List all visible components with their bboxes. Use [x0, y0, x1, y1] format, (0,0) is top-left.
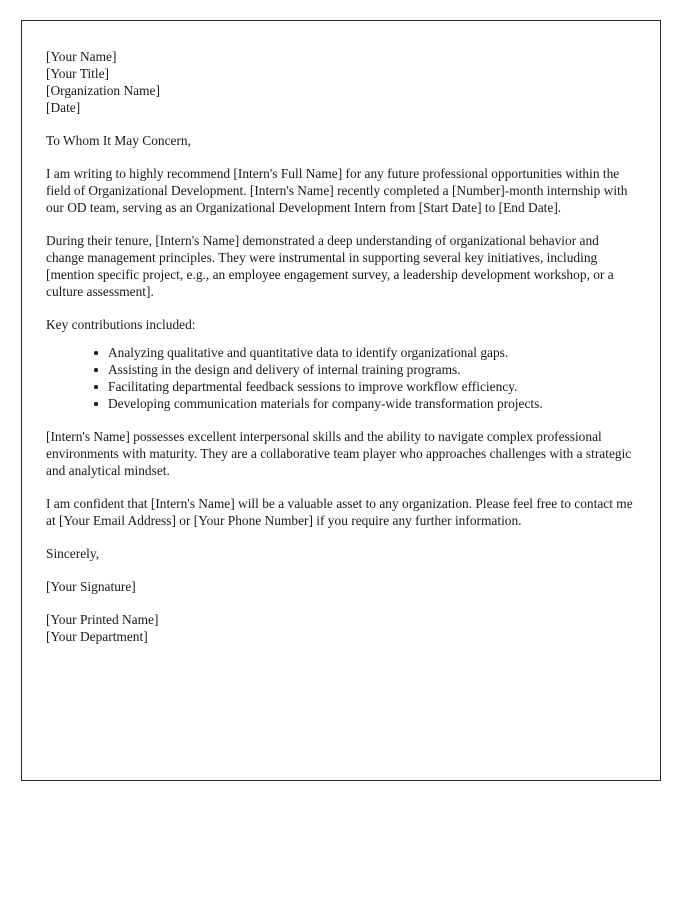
closing-line: Sincerely, — [46, 546, 100, 561]
signature-placeholder: [Your Signature] — [46, 579, 136, 594]
paragraph-introduction: I am writing to highly recommend [Intern's Full Name] for any future professional opportunities within the field of Organizational Development. [Intern's Name] recently completed a [Number]-month internship with our OD team, serving as an Organizational Development Intern from [Start Date] to [End Date]. — [46, 166, 628, 215]
list-item: Assisting in the design and delivery of internal training programs. — [94, 361, 634, 378]
printed-name: [Your Printed Name] — [46, 612, 159, 627]
list-item: Analyzing qualitative and quantitative data to identify organizational gaps. — [94, 344, 634, 361]
contributions-lead-in: Key contributions included: — [46, 317, 196, 332]
list-item: Developing communication materials for company-wide transformation projects. — [94, 395, 634, 412]
sender-name: [Your Name] — [46, 49, 117, 64]
letter-body — [22, 21, 660, 645]
paragraph-confidence: I am confident that [Intern's Name] will be a valuable asset to any organization. Please feel free to contact me at [Your Email Address] or [Your Phone Number] if you require any further information. — [46, 496, 633, 528]
list-item: Facilitating departmental feedback sessions to improve workflow efficiency. — [94, 378, 634, 395]
sender-title: [Your Title] — [46, 66, 110, 81]
paragraph-skills: [Intern's Name] possesses excellent interpersonal skills and the ability to navigate complex professional environments with maturity. They are a collaborative team player who approaches challenges with a strategic and analytical mindset. — [46, 429, 632, 478]
sender-address-block — [46, 48, 634, 116]
paragraph-tenure: During their tenure, [Intern's Name] demonstrated a deep understanding of organizational behavior and change management principles. They were instrumental in supporting several key initiatives, including [mention specific project, e.g., an employee engagement survey, a leadership development workshop, or a culture assessment]. — [46, 233, 614, 299]
sender-organization: [Organization Name] — [46, 83, 160, 98]
letter-date: [Date] — [46, 100, 81, 115]
printed-name-block — [46, 611, 634, 645]
contributions-list — [46, 344, 634, 412]
printed-department: [Your Department] — [46, 629, 148, 644]
salutation: To Whom It May Concern, — [46, 133, 191, 148]
letter-page — [21, 20, 661, 781]
